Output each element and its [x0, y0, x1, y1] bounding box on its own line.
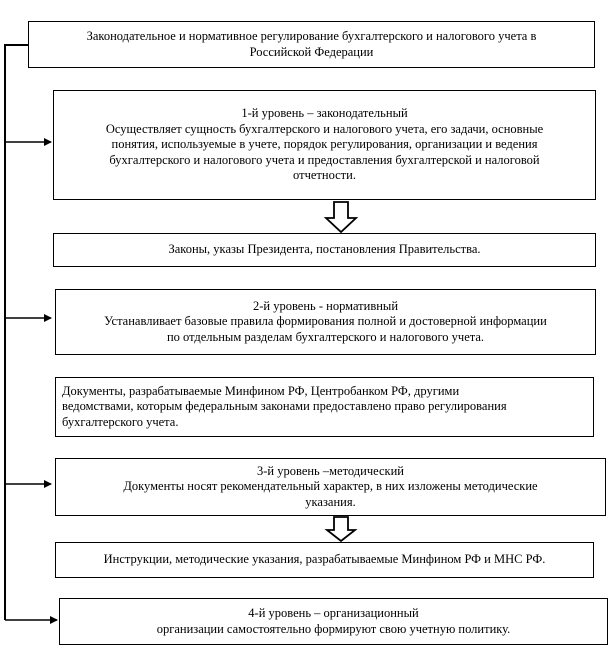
down-arrow-1 [326, 202, 356, 232]
level-2-line-2: по отдельным разделам бухгалтерского и налогового учета. [166, 329, 485, 344]
level-3-line-2: указания. [305, 494, 356, 509]
detail-3-box [55, 542, 594, 578]
level-4-box [59, 598, 608, 645]
level-4-line-1: организации самостоятельно формируют свою учетную политику. [156, 621, 511, 636]
header-box [28, 21, 595, 68]
header-line-2: Российской Федерации [249, 44, 374, 59]
detail-2-line-1: Документы, разрабатываемые Минфином РФ, Центробанком РФ, другими [62, 383, 460, 398]
level-2-box [55, 289, 596, 355]
header-line-1: Законодательное и нормативное регулирование бухгалтерского и налогового учета в [86, 29, 537, 43]
detail-1-box [53, 233, 596, 267]
detail-2-line-3: бухгалтерского учета. [62, 414, 179, 429]
level-1-title: 1-й уровень – законодательный [241, 106, 408, 121]
level-3-title: 3-й уровень –методический [257, 463, 404, 478]
level-1-box [53, 90, 596, 200]
spine-line [5, 45, 28, 620]
level-3-box [55, 458, 606, 516]
level-3-line-1: Документы носят рекомендательный характер, в них изложены методические [123, 479, 538, 494]
level-2-line-1: Устанавливает базовые правила формирования полной и достоверной информации [104, 314, 547, 329]
detail-3-line-1: Инструкции, методические указания, разрабатываемые Минфином РФ и МНС РФ. [103, 552, 546, 567]
detail-1-line-1: Законы, указы Президента, постановления Правительства. [168, 242, 481, 257]
detail-2-box [55, 377, 594, 437]
level-2-title: 2-й уровень - нормативный [252, 298, 399, 313]
level-1-line-4: отчетности. [293, 168, 356, 183]
down-arrow-2 [327, 517, 355, 541]
level-4-title: 4-й уровень – организационный [248, 606, 419, 620]
level-1-line-1: Осуществляет сущность бухгалтерского и налогового учета, его задачи, основные [105, 121, 544, 136]
detail-2-line-2: ведомствами, которым федеральным законами предоставлено право регулирования [62, 399, 507, 414]
level-1-line-2: понятия, используемые в учете, порядок регулирования, организации и ведения [111, 137, 538, 152]
level-1-line-3: бухгалтерского и налогового учета и предоставления бухгалтерской и налоговой [109, 152, 540, 167]
